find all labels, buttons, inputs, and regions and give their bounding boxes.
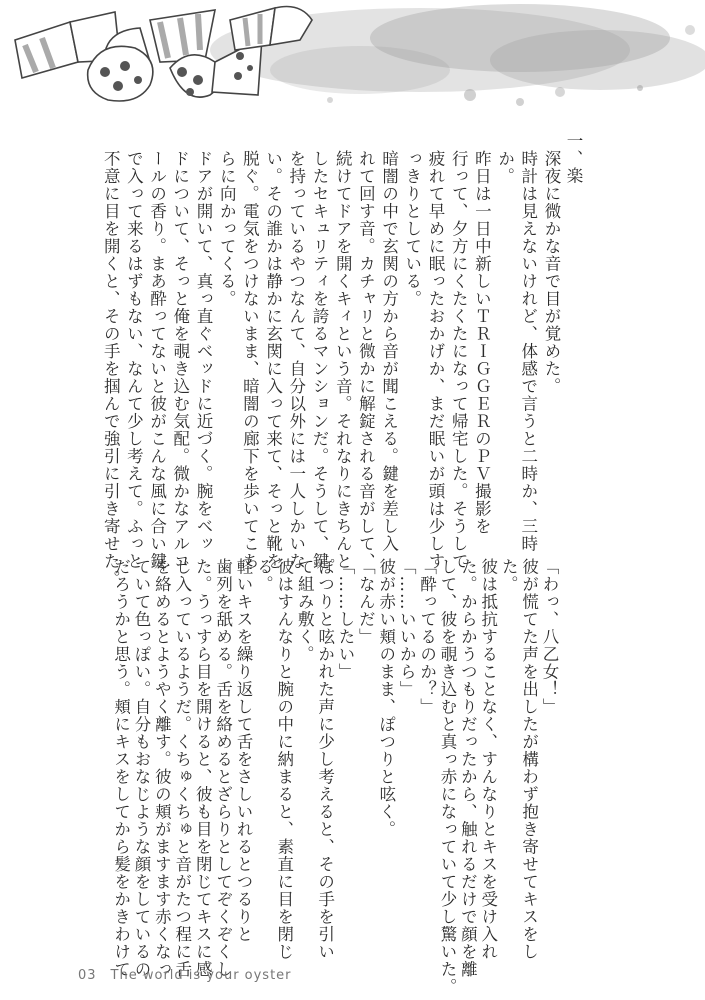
text-line: 不意に目を開くと、その手を掴んで強引に引き寄せた。 xyxy=(101,150,121,588)
page-number: 03 xyxy=(78,968,97,983)
text-line: い。その誰かは静かに玄関に入って来て、そっと靴を xyxy=(263,150,283,570)
text-line: 昨日は一日中新しいＴＲＩＧＧＥＲのＰＶ撮影を xyxy=(472,150,492,535)
text-line: ドアが開いて、真っ直ぐベッドに近づく。腕をベッ xyxy=(194,150,213,553)
text-line: た。からかうつもりだったから、触れるだけで顔を離 xyxy=(458,558,478,978)
text-line: 「……したい」 xyxy=(336,558,355,681)
text-line: 「なんだ」 xyxy=(356,558,376,646)
text-line: ールの香り。まあ酔ってないと彼がこんな風に合い鍵 xyxy=(147,150,167,570)
text-line: 暗闇の中で玄関の方から音が聞こえる。鍵を差し入 xyxy=(379,150,399,553)
text-line: を持っているやつなんて、自分以外には一人しかいな xyxy=(286,150,306,570)
text-line: らに向かってくる。 xyxy=(217,150,237,308)
text-line: 軽いキスを繰り返して舌をさしいれるとつるりと xyxy=(234,558,253,943)
text-line: じ入っているようだ。くちゅくちゅと音がたつ程に舌 xyxy=(172,558,192,978)
text-line: 深夜に微かな音で目が覚めた。 xyxy=(542,150,561,395)
text-line: た。うっすら目を開けると、彼も目を閉じてキスに感 xyxy=(193,558,213,978)
text-line: た。 xyxy=(499,558,519,593)
text-line: る。 xyxy=(254,558,274,593)
text-line: 「酔ってるのか？」 xyxy=(417,558,437,716)
text-line: 「わっ、八乙女！」 xyxy=(540,558,559,716)
text-line: 彼は抵抗することなく、すんなりとキスを受け入れ xyxy=(478,558,498,961)
text-line: 彼はすんなりと腕の中に納まると、素直に目を閉じ xyxy=(274,558,294,961)
page-footer xyxy=(78,968,292,983)
text-line: で入って来るはずもない、なんて少し考えて。ふっと xyxy=(124,150,144,570)
text-line: か。 xyxy=(495,150,515,185)
book-title: The world is your oyster xyxy=(110,968,292,983)
text-line: 行って、夕方にくたくたになって帰宅した。そうして xyxy=(449,150,469,570)
text-line: 続けてドアを開くキィという音。それなりにきちんと xyxy=(333,150,353,570)
chapter-title: 一、楽 xyxy=(564,132,583,185)
text-line: ドについて、そっと俺を覗き込む気配。微かなアルコ xyxy=(170,150,190,570)
text-line: 脱ぐ。電気をつけないまま、暗闇の廊下を歩いてこち xyxy=(240,150,260,570)
text-line: を絡めるとようやく離す。彼の頬がますます赤くなっ xyxy=(152,558,172,978)
text-line: したセキュリティを誇るマンションだ。そうして、鍵 xyxy=(310,150,329,570)
text-line: れて回す音。カチャリと微かに解錠される音がして、 xyxy=(356,150,376,570)
text-line: 疲れて早めに眠ったおかげか、まだ眠いが頭は少しす xyxy=(426,150,445,570)
text-line: 彼が慌てた声を出したが構わず抱き寄せてキスをし xyxy=(519,558,539,961)
text-line: ぽつりと呟かれた声に少し考えると、その手を引い xyxy=(315,558,335,961)
text-line: て組み敷く。 xyxy=(295,558,315,663)
text-line: 時計は見えないけれど、体感で言うと二時か、三時 xyxy=(518,150,538,553)
text-line: 「……いいから」 xyxy=(397,558,417,698)
text-line: 歯列を舐める。舌を絡めるとざらりとしてぞくぞくし xyxy=(213,558,233,978)
text-line: 彼が赤い頬のまま、ぽつりと呟く。 xyxy=(376,558,396,838)
text-line: だろうかと思う。頬にキスをしてから髪をかきわけて xyxy=(111,558,131,978)
text-line: っきりとしている。 xyxy=(402,150,422,308)
text-line: ていて色っぽい。自分もおなじような顔をしているの xyxy=(132,558,151,978)
text-line: して、彼を覗き込むと真っ赤になっていて少し驚いた。 xyxy=(438,558,457,996)
header-candy-illustration xyxy=(0,0,705,125)
